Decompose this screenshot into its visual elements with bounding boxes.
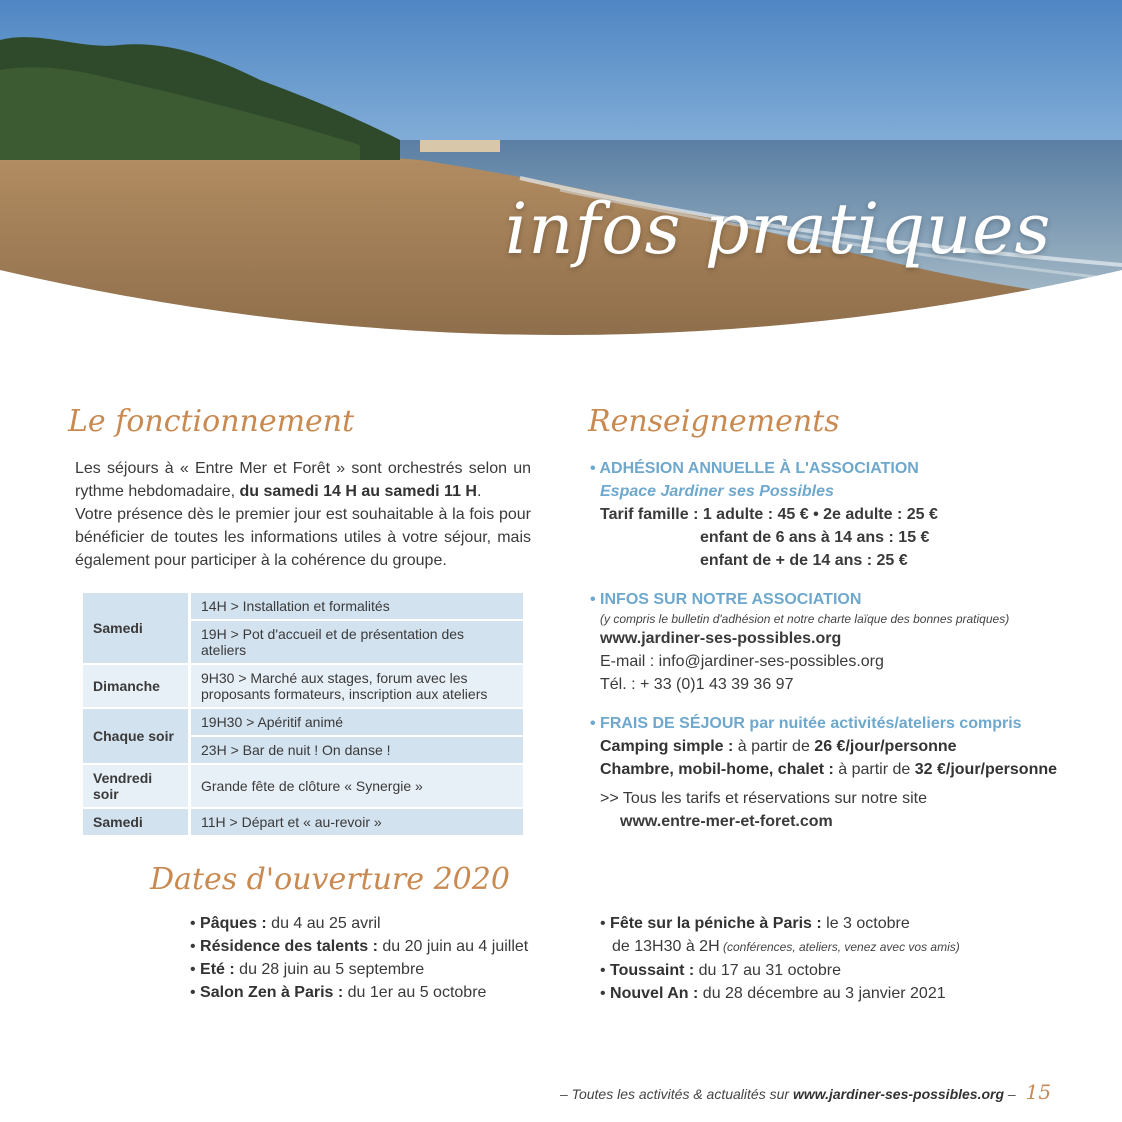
schedule-day: Vendredi soir (83, 765, 191, 807)
infos-title: • INFOS SUR NOTRE ASSOCIATION (590, 591, 862, 608)
frais-block (590, 712, 1090, 833)
fonctionnement-p1: Les séjours à « Entre Mer et Forêt » sont orchestrés selon un rythme hebdomadaire, (75, 460, 531, 500)
list-item: • Fête sur la péniche à Paris : le 3 octobre (600, 915, 910, 932)
frais-chambre-line (590, 758, 1090, 781)
adhesion-tarif-line: enfant de 6 ans à 14 ans : 15 € (700, 529, 930, 546)
table-row (83, 709, 523, 735)
frais-title-main: • FRAIS DE SÉJOUR (590, 715, 745, 732)
table-row (83, 593, 523, 619)
date-text: du 28 juin au 5 septembre (234, 961, 425, 978)
hero-beach-photo (0, 0, 1122, 360)
date-text: du 20 juin au 4 juillet (377, 938, 529, 955)
adhesion-subtitle: Espace Jardiner ses Possibles (600, 483, 834, 500)
list-item: • Résidence des talents : du 20 juin au 4 juillet (190, 938, 529, 955)
renseignements-heading: Renseignements (588, 404, 840, 439)
dates-left-list (190, 912, 528, 1004)
dates-heading: Dates d'ouverture 2020 (150, 862, 510, 897)
table-row (83, 809, 523, 835)
fonctionnement-p2: Votre présence dès le premier jour est souhaitable à la fois pour bénéficier de toutes les informations utiles à votre séjour, mais également pour participer à la cohérence du groupe. (75, 506, 531, 569)
chambre-mid: à partir de (833, 761, 915, 778)
table-row (83, 765, 523, 807)
website-link[interactable]: www.jardiner-ses-possibles.org (600, 630, 842, 647)
camping-label: Camping simple : (600, 738, 734, 755)
schedule-event: 14H > Installation et formalités (191, 593, 523, 619)
date-label: Nouvel An : (610, 985, 699, 1002)
chambre-label: Chambre, mobil-home, chalet : (600, 761, 834, 778)
adhesion-tarif-line: enfant de + de 14 ans : 25 € (700, 552, 908, 569)
schedule-event: Grande fête de clôture « Synergie » (191, 765, 523, 807)
camping-price: 26 €/jour/personne (814, 738, 957, 755)
date-text: du 1er au 5 octobre (343, 984, 487, 1001)
date-label: Pâques : (200, 915, 267, 932)
fonctionnement-heading: Le fonctionnement (68, 404, 355, 439)
fonctionnement-text (75, 457, 531, 572)
list-item: • Salon Zen à Paris : du 1er au 5 octobre (190, 984, 487, 1001)
date-label: Salon Zen à Paris : (200, 984, 344, 1001)
schedule-event: 11H > Départ et « au-revoir » (191, 809, 523, 835)
schedule-event: 19H > Pot d'accueil et de présentation des ateliers (191, 621, 523, 663)
date-label: Eté : (200, 961, 235, 978)
table-row (83, 665, 523, 707)
date-text: du 4 au 25 avril (266, 915, 381, 932)
schedule-event: 23H > Bar de nuit ! On danse ! (191, 737, 523, 763)
tarifs-note: >> Tous les tarifs et réservations sur notre site (600, 790, 927, 807)
adhesion-block (590, 457, 1070, 572)
email-line[interactable]: E-mail : info@jardiner-ses-possibles.org (600, 653, 884, 670)
frais-title (590, 712, 1090, 735)
list-item: • Toussaint : du 17 au 31 octobre (600, 962, 841, 979)
adhesion-title: • ADHÉSION ANNUELLE À L'ASSOCIATION (590, 460, 919, 477)
schedule-event: 9H30 > Marché aux stages, forum avec les proposants formateurs, inscription aux ateliers (191, 665, 523, 707)
page-number: 15 (1025, 1080, 1052, 1104)
list-item: • Eté : du 28 juin au 5 septembre (190, 961, 425, 978)
date-note: (conférences, ateliers, venez avec vos amis) (719, 940, 960, 954)
date-text: le 3 octobre (821, 915, 910, 932)
tarifs-site-link[interactable]: www.entre-mer-et-foret.com (620, 813, 833, 830)
date-text: de 13H30 à 2H (612, 938, 720, 955)
dates-right-list (600, 912, 960, 1005)
list-item: • Nouvel An : du 28 décembre au 3 janvier 2021 (600, 985, 946, 1002)
beach-photo-image (0, 0, 1122, 360)
footer-text: – Toutes les activités & actualités sur (560, 1086, 793, 1102)
schedule-event: 19H30 > Apéritif animé (191, 709, 523, 735)
date-label: Fête sur la péniche à Paris : (610, 915, 822, 932)
frais-camping-line (590, 735, 1090, 758)
footer-site-link[interactable]: www.jardiner-ses-possibles.org (792, 1086, 1005, 1102)
fonctionnement-p1-end: . (476, 483, 482, 500)
schedule-table (83, 591, 523, 837)
fonctionnement-p1-bold: du samedi 14 H au samedi 11 H (239, 483, 477, 500)
phone-line: Tél. : + 33 (0)1 43 39 36 97 (600, 676, 794, 693)
page-footer (560, 1080, 1052, 1104)
list-item (600, 935, 960, 959)
adhesion-tarif-line: Tarif famille : 1 adulte : 45 € • 2e adulte : 25 € (600, 506, 938, 523)
footer-dash: – (1004, 1086, 1020, 1102)
infos-block (590, 588, 1070, 696)
schedule-day: Samedi (83, 593, 191, 663)
hero-title: infos pratiques (505, 188, 1052, 270)
schedule-day: Dimanche (83, 665, 191, 707)
chambre-price: 32 €/jour/personne (914, 761, 1058, 778)
date-text: du 17 au 31 octobre (694, 962, 841, 979)
date-label: Résidence des talents : (200, 938, 378, 955)
frais-title-rest: par nuitée activités/ateliers compris (744, 715, 1022, 732)
schedule-day: Chaque soir (83, 709, 191, 763)
list-item: • Pâques : du 4 au 25 avril (190, 915, 381, 932)
camping-mid: à partir de (733, 738, 815, 755)
date-label: Toussaint : (610, 962, 695, 979)
schedule-day: Samedi (83, 809, 191, 835)
infos-note: (y compris le bulletin d'adhésion et notre charte laïque des bonnes pratiques) (600, 612, 1010, 626)
date-text: du 28 décembre au 3 janvier 2021 (698, 985, 946, 1002)
